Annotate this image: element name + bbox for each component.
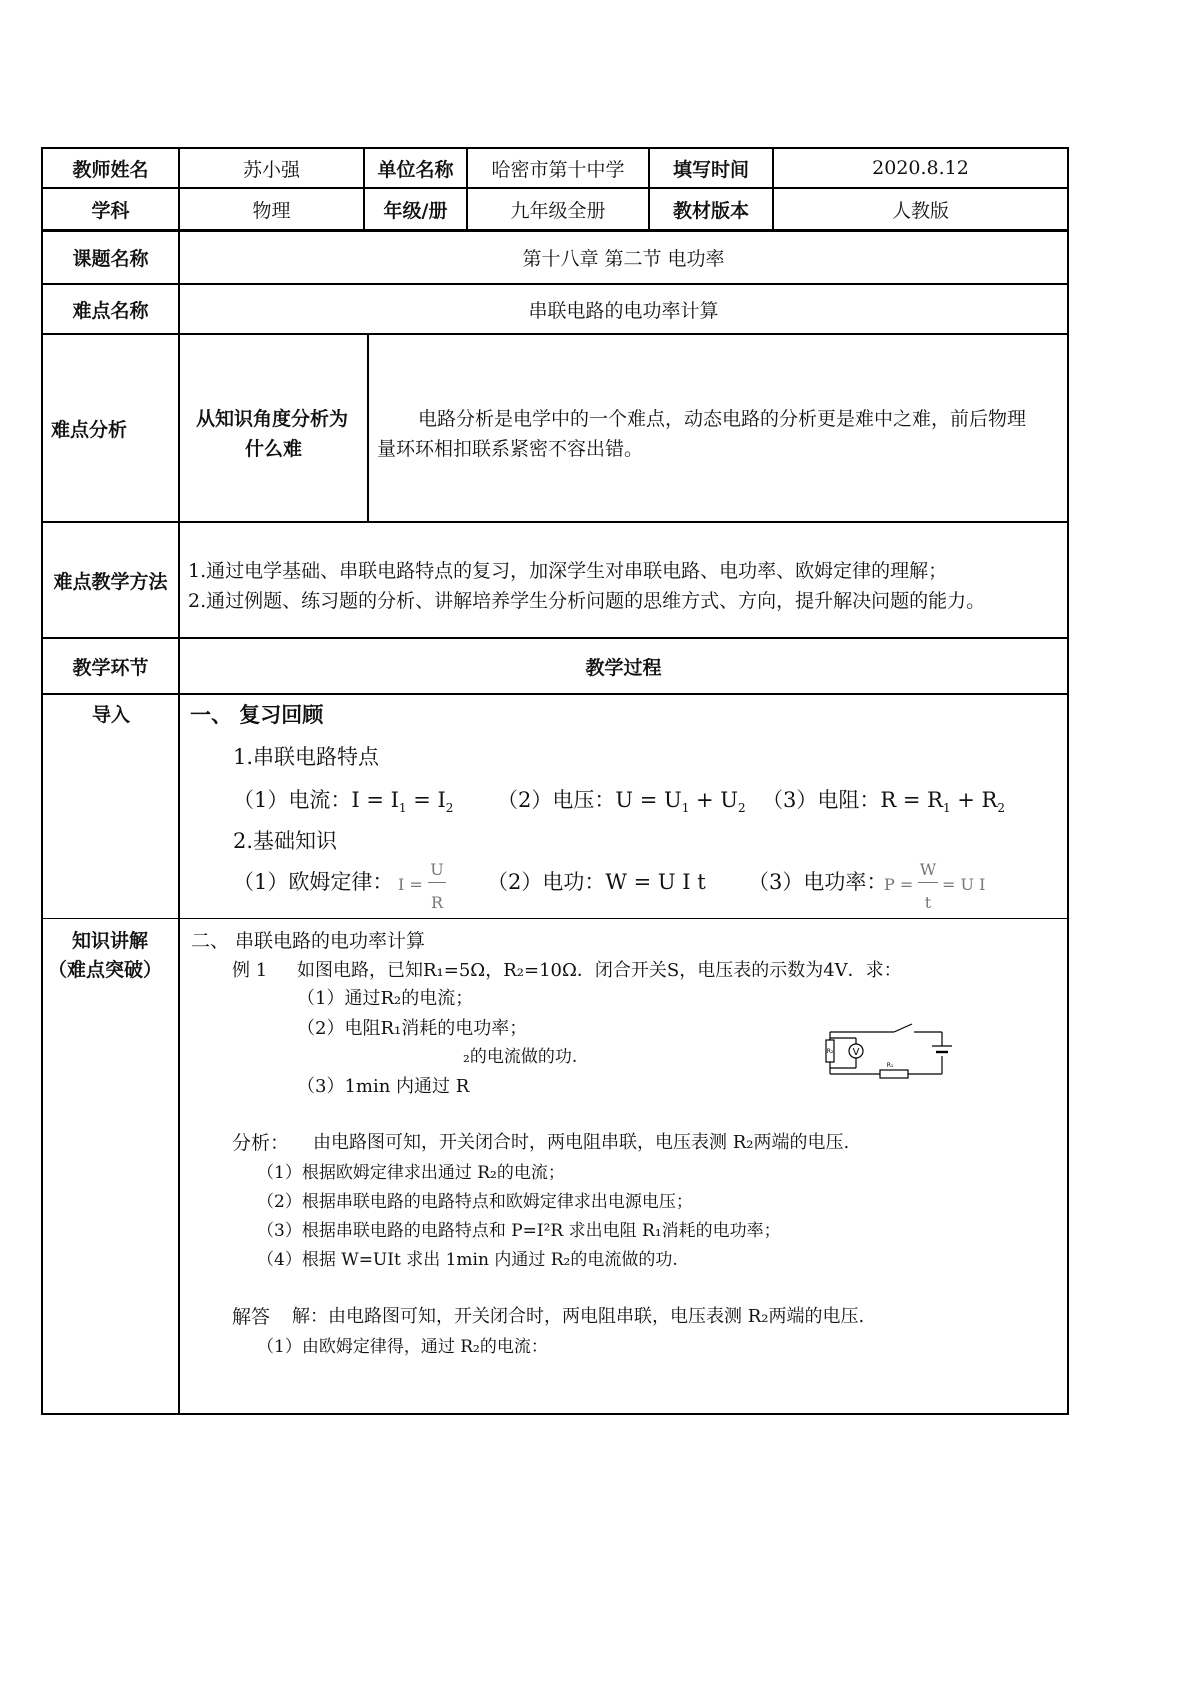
analysis-step-3: （3）根据串联电路的电路特点和 P=I²R 求出电阻 R₁消耗的电功率； (257, 1221, 781, 1241)
difficulty-label: 难点名称 (72, 299, 149, 322)
method-label: 难点教学方法 (53, 570, 168, 593)
teacher-label: 教师姓名 (72, 158, 149, 181)
ohm-label: （1）欧姆定律： (233, 870, 394, 894)
method-line-2: 2.通过例题、练习题的分析、讲解培养学生分析问题的思维方式、方向，提升解决问题的能力。 (188, 590, 986, 612)
analysis-text: 由电路图可知，开关闭合时，两电阻串联，电压表测 R₂两端的电压. (313, 1132, 850, 1153)
process-value: 教学过程 (585, 656, 662, 679)
sub: 2 (445, 801, 454, 816)
topic-value: 第十八章 第二节 电功率 (522, 248, 725, 270)
question-2: （2）电阻R₁消耗的电功率； (297, 1018, 528, 1039)
sub: 1 (398, 801, 407, 816)
analysis-step-1: （1）根据欧姆定律求出通过 R₂的电流； (257, 1163, 565, 1183)
table-border-bottom (41, 1413, 1069, 1415)
analysis-sub-label-2: 什么难 (245, 438, 303, 460)
analysis-label-2: 分析： (232, 1132, 290, 1154)
power-fraction-bar (918, 882, 938, 883)
unit-label: 单位名称 (377, 158, 454, 181)
sub: 1 (942, 801, 951, 816)
edition-value: 人教版 (891, 199, 949, 222)
ohm-lhs: I = (398, 875, 423, 894)
grade-value: 九年级全册 (510, 199, 606, 222)
example-text: 如图电路，已知R₁=5Ω，R₂=10Ω．闭合开关S，电压表的示数为4V．求： (297, 960, 902, 981)
analysis-label: 难点分析 (51, 418, 128, 441)
ohm-denominator: R (430, 893, 444, 912)
subject-value: 物理 (252, 199, 291, 222)
teacher-value: 苏小强 (242, 158, 300, 181)
question-3: （3）1min 内通过 R (297, 1076, 470, 1097)
resistance-text: （3）电阻：R = R (762, 788, 943, 812)
analysis-text-1: 电路分析是电学中的一个难点，动态电路的分析更是难中之难，前后物理 (418, 408, 1027, 430)
answer-text: 解：由电路图可知，开关闭合时，两电阻串联，电压表测 R₂两端的电压. (292, 1306, 865, 1327)
intro-heading: 一、 复习回顾 (190, 703, 324, 727)
sub: 2 (738, 801, 746, 816)
edition-label: 教材版本 (672, 199, 749, 222)
circuit-voltmeter-label: V (852, 1047, 860, 1058)
intro-label: 导入 (92, 704, 131, 726)
analysis-step-4: （4）根据 W=UIt 求出 1min 内通过 R₂的电流做的功. (257, 1250, 678, 1270)
ohm-fraction-bar (428, 882, 446, 883)
circuit-r1-label: R₁ (886, 1062, 894, 1069)
voltage-text: + U (689, 788, 739, 812)
method-line-1: 1.通过电学基础、串联电路特点的复习，加深学生对串联电路、电功率、欧姆定律的理解； (188, 560, 948, 582)
analysis-sub-label-1: 从知识角度分析为 (196, 408, 349, 430)
subject-label: 学科 (91, 199, 130, 222)
date-value: 2020.8.12 (872, 157, 969, 179)
sub: 1 (681, 801, 690, 816)
work-formula: （2）电功：W = U I t (487, 870, 706, 894)
row-line (41, 918, 1069, 919)
date-label: 填写时间 (672, 158, 749, 181)
row-line (41, 521, 1069, 523)
analysis-text-2: 量环环相扣联系紧密不容出错。 (377, 438, 644, 460)
question-3-fragment: ₂的电流做的功. (463, 1047, 578, 1067)
power-numerator: W (919, 860, 937, 879)
resistance-formula (762, 784, 1005, 815)
solution-step-1: （1）由欧姆定律得，通过 R₂的电流： (257, 1337, 548, 1357)
unit-value: 哈密市第十中学 (491, 158, 625, 181)
power-label: （3）电功率： (748, 870, 888, 894)
col-line (178, 147, 180, 1415)
row-line (41, 693, 1069, 695)
answer-label: 解答 (232, 1306, 271, 1328)
intro-sub2: 2.基础知识 (233, 829, 338, 853)
power-lhs: P = (884, 875, 914, 894)
sub: 2 (997, 801, 1005, 816)
voltage-formula (497, 784, 746, 815)
ohm-numerator: U (430, 860, 444, 879)
circuit-diagram (822, 1022, 952, 1082)
difficulty-value: 串联电路的电功率计算 (528, 299, 719, 322)
current-formula (233, 784, 453, 815)
current-text: （1）电流：I = I (233, 788, 399, 812)
topic-label: 课题名称 (72, 248, 149, 270)
circuit-r2-label: R₂ (826, 1048, 834, 1055)
knowledge-heading: 二、 串联电路的电功率计算 (191, 930, 426, 952)
power-denominator: t (924, 893, 932, 912)
intro-sub1: 1.串联电路特点 (233, 745, 380, 769)
resistance-text: + R (950, 788, 998, 812)
row-line (41, 333, 1069, 335)
current-text: = I (406, 788, 446, 812)
table-border-right (1067, 147, 1069, 1415)
power-rhs: = U I (942, 875, 986, 894)
voltage-text: （2）电压：U = U (497, 788, 682, 812)
col-line (367, 334, 369, 522)
knowledge-label-2: （难点突破） (48, 959, 163, 981)
question-1: （1）通过R₂的电流； (297, 988, 474, 1009)
grade-label: 年级/册 (383, 199, 448, 222)
process-label: 教学环节 (72, 656, 149, 679)
example-prefix: 例 1 (232, 960, 268, 981)
analysis-step-2: （2）根据串联电路的电路特点和欧姆定律求出电源电压； (257, 1192, 693, 1212)
knowledge-label-1: 知识讲解 (72, 930, 149, 952)
